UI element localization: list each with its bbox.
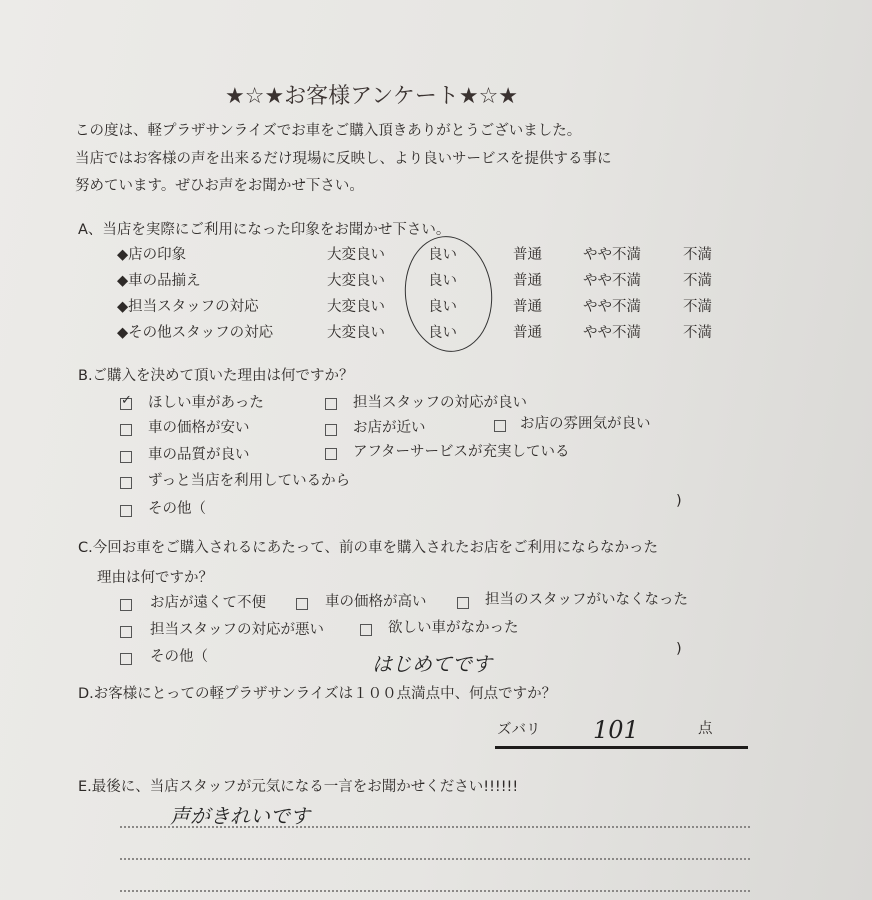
answer-line bbox=[120, 826, 750, 828]
rating-label: ◆車の品揃え bbox=[117, 273, 201, 289]
section-d-heading: D.お客様にとっての軽プラザサンライズは１００点満点中、何点ですか？ bbox=[78, 686, 557, 702]
score-prefix: ズバリ bbox=[497, 722, 541, 738]
option-very-good[interactable]: 大変良い bbox=[327, 273, 385, 289]
option-dissatisfied[interactable]: 不満 bbox=[683, 247, 712, 263]
option-dissatisfied[interactable]: 不満 bbox=[683, 299, 712, 315]
checkbox[interactable] bbox=[360, 624, 372, 636]
option-label: 欲しい車がなかった bbox=[388, 620, 519, 636]
option-very-good[interactable]: 大変良い bbox=[327, 299, 385, 315]
score-suffix: 点 bbox=[698, 721, 713, 737]
intro-line: 当店ではお客様の声を出来るだけ現場に反映し、より良いサービスを提供する事に bbox=[75, 151, 612, 167]
option-good[interactable]: 良い bbox=[428, 299, 457, 315]
option-good[interactable]: 良い bbox=[428, 273, 457, 289]
option-label: 車の価格が安い bbox=[148, 420, 250, 436]
option-average[interactable]: 普通 bbox=[513, 325, 542, 341]
rating-label: ◆担当スタッフの対応 bbox=[117, 299, 259, 315]
option-label: アフターサービスが充実している bbox=[353, 444, 570, 460]
rating-label: ◆店の印象 bbox=[117, 247, 187, 263]
checkbox[interactable] bbox=[120, 653, 132, 665]
checkbox[interactable] bbox=[457, 597, 469, 609]
option-average[interactable]: 普通 bbox=[513, 273, 542, 289]
checkbox[interactable] bbox=[120, 505, 132, 517]
option-label: 担当のスタッフがいなくなった bbox=[485, 592, 688, 608]
option-good[interactable]: 良い bbox=[428, 247, 457, 263]
checkbox[interactable] bbox=[120, 599, 132, 611]
option-label: 車の価格が高い bbox=[325, 594, 427, 610]
option-slightly-dissatisfied[interactable]: やや不満 bbox=[583, 325, 641, 341]
checkbox[interactable] bbox=[325, 424, 337, 436]
option-very-good[interactable]: 大変良い bbox=[327, 325, 385, 341]
option-dissatisfied[interactable]: 不満 bbox=[683, 325, 712, 341]
option-label: ずっと当店を利用しているから bbox=[148, 473, 351, 489]
option-label: その他（ bbox=[148, 501, 206, 517]
checkbox[interactable] bbox=[325, 398, 337, 410]
section-c-heading-line2: 理由は何ですか？ bbox=[97, 570, 213, 586]
option-label: 担当スタッフの対応が悪い bbox=[150, 622, 324, 638]
close-paren: ) bbox=[676, 641, 682, 657]
checkbox[interactable] bbox=[120, 424, 132, 436]
checkbox[interactable] bbox=[120, 626, 132, 638]
section-a-heading: A、当店を実際にご利用になった印象をお聞かせ下さい。 bbox=[78, 222, 451, 238]
option-slightly-dissatisfied[interactable]: やや不満 bbox=[583, 273, 641, 289]
section-e-heading: E.最後に、当店スタッフが元気になる一言をお聞かせください!!!!!! bbox=[78, 779, 519, 795]
option-label: ほしい車があった bbox=[148, 395, 264, 411]
checkbox[interactable] bbox=[120, 451, 132, 463]
rating-label: ◆その他スタッフの対応 bbox=[117, 325, 274, 341]
intro-line: 努めています。ぜひお声をお聞かせ下さい。 bbox=[75, 178, 364, 194]
option-good[interactable]: 良い bbox=[428, 325, 457, 341]
option-very-good[interactable]: 大変良い bbox=[327, 247, 385, 263]
option-label: 担当スタッフの対応が良い bbox=[353, 395, 527, 411]
option-label: お店が近い bbox=[353, 420, 426, 436]
checkbox[interactable] bbox=[325, 448, 337, 460]
answer-line bbox=[120, 858, 750, 860]
option-label: お店の雰囲気が良い bbox=[520, 416, 651, 432]
survey-title: ★☆★お客様アンケート★☆★ bbox=[225, 84, 519, 109]
handwritten-circle-mark bbox=[399, 232, 498, 356]
option-label: その他（ bbox=[150, 649, 208, 665]
handwritten-comment: 声がきれいです bbox=[170, 804, 310, 828]
section-c-heading: C.今回お車をご購入されるにあたって、前の車を購入されたお店をご利用にならなかった bbox=[78, 540, 658, 556]
handwritten-score: 101 bbox=[593, 716, 639, 744]
checkbox[interactable] bbox=[120, 477, 132, 489]
handwritten-other-reason: はじめてです bbox=[372, 652, 492, 676]
option-dissatisfied[interactable]: 不満 bbox=[683, 273, 712, 289]
option-label: お店が遠くて不便 bbox=[150, 595, 266, 611]
option-label: 車の品質が良い bbox=[148, 447, 250, 463]
section-b-heading: B.ご購入を決めて頂いた理由は何ですか？ bbox=[78, 368, 354, 384]
checkbox[interactable] bbox=[494, 420, 506, 432]
close-paren: ) bbox=[676, 493, 682, 509]
option-average[interactable]: 普通 bbox=[513, 247, 542, 263]
intro-line: この度は、軽プラザサンライズでお車をご購入頂きありがとうございました。 bbox=[75, 123, 582, 139]
checkbox-checked[interactable] bbox=[120, 398, 132, 410]
checkbox[interactable] bbox=[296, 598, 308, 610]
option-average[interactable]: 普通 bbox=[513, 299, 542, 315]
option-slightly-dissatisfied[interactable]: やや不満 bbox=[583, 299, 641, 315]
answer-line bbox=[120, 890, 750, 892]
score-underline bbox=[495, 746, 748, 749]
option-slightly-dissatisfied[interactable]: やや不満 bbox=[583, 247, 641, 263]
